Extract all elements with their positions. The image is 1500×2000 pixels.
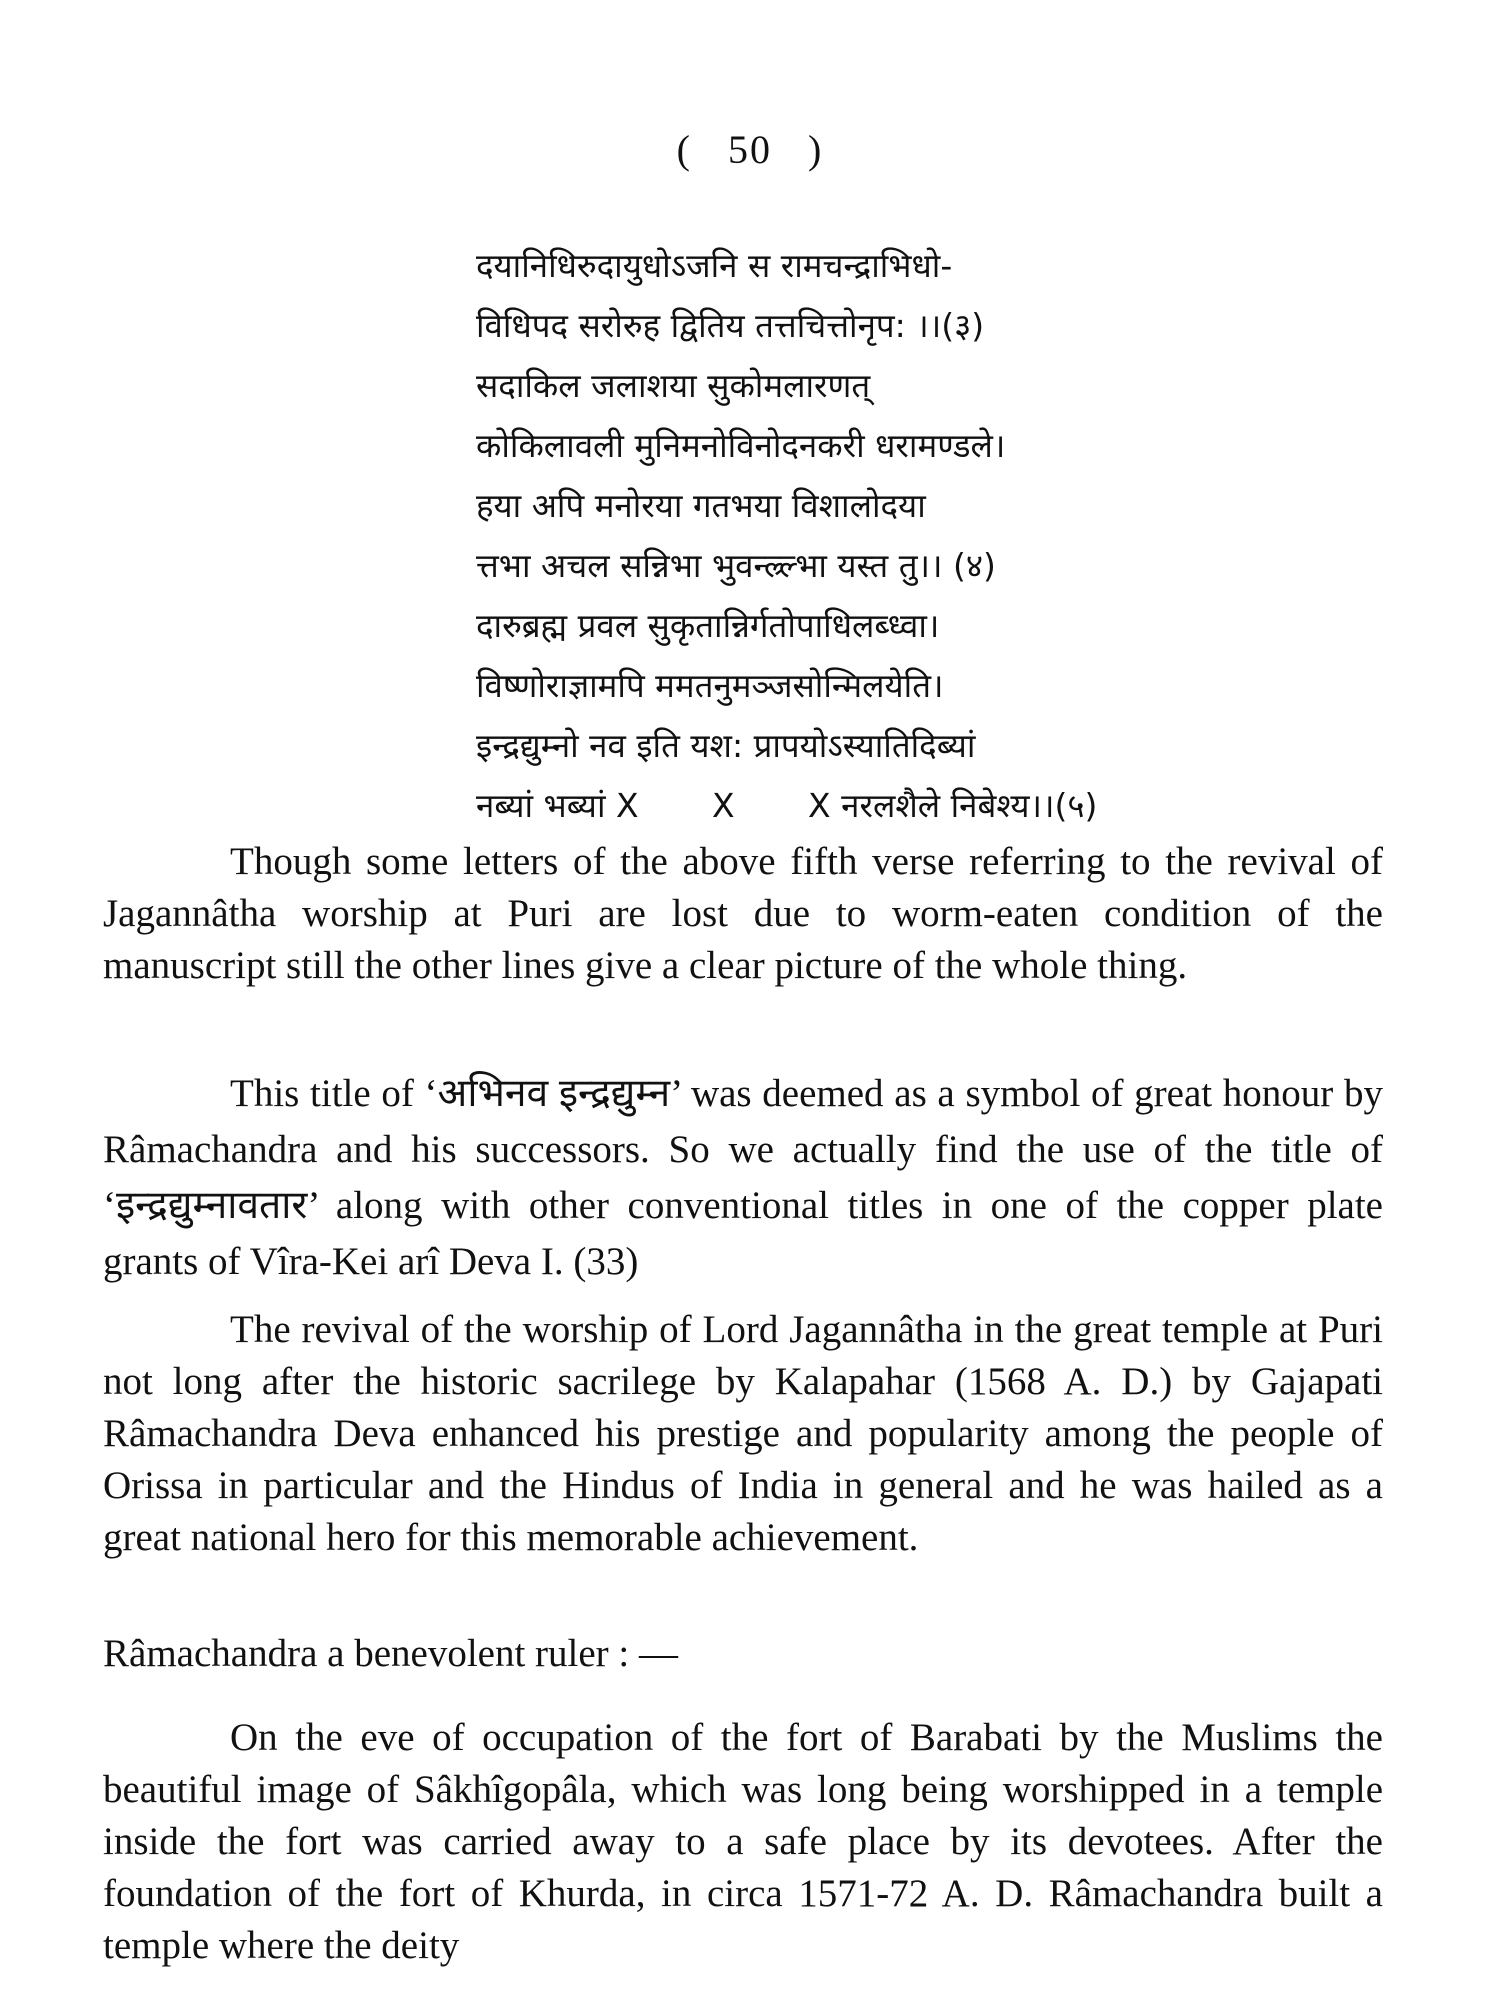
page-number: ( 50 ) bbox=[676, 127, 824, 172]
body-text-revival bbox=[103, 1304, 1383, 1564]
verse-line: कोकिलावली मुनिमनोविनोदनकरी धरामण्डले। bbox=[476, 426, 1006, 465]
verse-line: सदाकिल जलाशया सुकोमलारणत् bbox=[476, 366, 871, 405]
verse-line: दयानिधिरुदायुधोऽजनि स रामचन्द्राभिधो- bbox=[476, 246, 953, 285]
verse-line: विधिपद सरोरुह द्वितिय तत्तचित्तोनृप: ।।(३) bbox=[476, 306, 985, 345]
paragraph-title-abhinava-indradyumna: This title of ‘अभिनव इन्द्रद्युम्न’ was deemed as a symbol of great honour by Râmachandra and his successors. So we actually find the use of the title of ‘इन्द्रद्युम्नावतार’ along with other conventional titles in one of the copper plate grants of Vîra-Kei arî Deva I. (33) bbox=[103, 1072, 1383, 1283]
paragraph-worm-eaten-verse: Though some letters of the above fifth verse referring to the revival of Jagannâtha worship at Puri are lost due to worm-eaten condition of the manuscript still the other lines give a clear picture of the whole thing. bbox=[103, 840, 1383, 987]
verse-line: दारुब्रह्म प्रवल सुकृतान्निर्गतोपाधिलब्ध्वा। bbox=[476, 606, 940, 645]
verse-line: विष्णोराज्ञामपि ममतनुमञ्जसोन्मिलयेति। bbox=[476, 666, 944, 705]
body-text-upper bbox=[103, 836, 1383, 992]
verse-line: नब्यां भब्यां X X X नरलशैले निबेश्य।।(५) bbox=[476, 786, 1098, 825]
paragraph-sakhigopala: On the eve of occupation of the fort of Barabati by the Muslims the beautiful image of Sâkhîgopâla, which was long being worshipped in a temple inside the fort was carried away to a safe place by its devotees. After the foundation of the fort of Khurda, in circa 1571-72 A. D. Râmachandra built a temple where the deity bbox=[103, 1716, 1383, 1967]
body-text-lower bbox=[103, 1712, 1383, 1972]
verse-line: हया अपि मनोरया गतभया विशालोदया bbox=[476, 486, 926, 525]
sanskrit-verse-block bbox=[476, 236, 1176, 836]
section-heading: Râmachandra a benevolent ruler : — bbox=[103, 1632, 679, 1675]
verse-line: त्तभा अचल सन्निभा भुवन्ल्र्ल्भा यस्त तु।। (४) bbox=[476, 546, 996, 585]
body-text-middle bbox=[103, 1066, 1383, 1290]
paragraph-revival-of-worship: The revival of the worship of Lord Jagannâtha in the great temple at Puri not long after the historic sacrilege by Kalapahar (1568 A. D.) by Gajapati Râmachandra Deva enhanced his prestige and popularity among the people of Orissa in particular and the Hindus of India in general and he was hailed as a great national hero for this memorable achievement. bbox=[103, 1308, 1383, 1559]
verse-line: इन्द्रद्युम्नो नव इति यश: प्रापयोऽस्यातिदिब्यां bbox=[476, 726, 976, 765]
section-heading-block bbox=[103, 1628, 1383, 1680]
